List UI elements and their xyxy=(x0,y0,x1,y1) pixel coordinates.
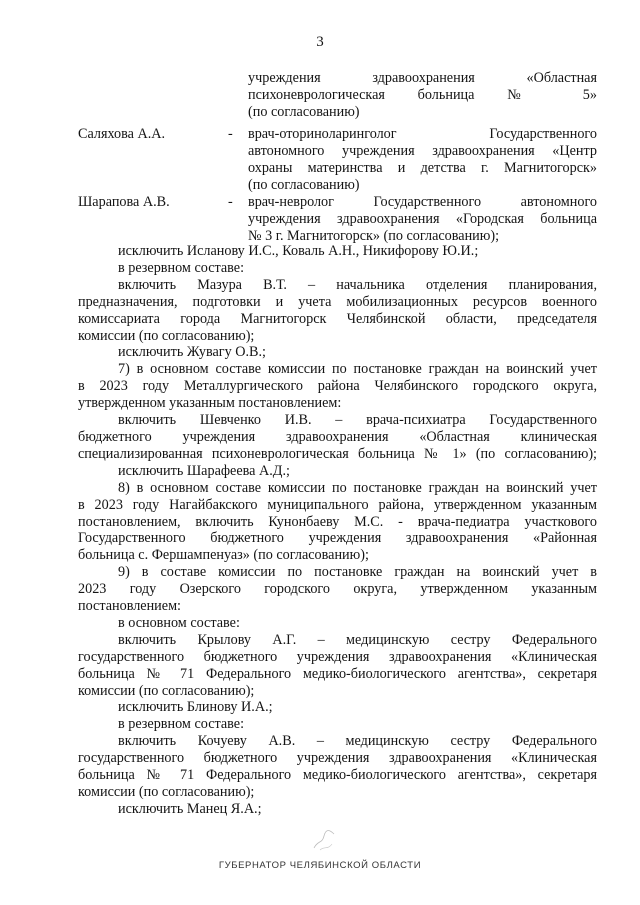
body-line: комиссии (по согласованию); xyxy=(78,784,255,800)
member-description-line: охраны материнства и детства г. Магнитогорск» xyxy=(248,159,597,176)
body-line: больница № 71 Федерального медико-биологического агентства», секретаря xyxy=(78,767,597,784)
body-line: в 2023 году Нагайбакского муниципального района, утвержденном указанным xyxy=(78,496,597,513)
body-line: комиссариата города Магнитогорск Челябинской области, председателя xyxy=(78,310,597,327)
body-line: исключить Жувагу О.В.; xyxy=(118,344,266,361)
body-line: постановлением, включить Кунонбаеву М.С. - врача-педиатра участкового xyxy=(78,513,597,530)
body-line: бюджетного учреждения здравоохранения «Областная клиническая xyxy=(78,428,597,445)
member-description-line: автономного учреждения здравоохранения «Центр xyxy=(248,142,597,159)
body-line: государственного бюджетного учреждения здравоохранения «Клиническая xyxy=(78,648,597,665)
member-description-line: учреждения здравоохранения «Областная xyxy=(248,70,597,86)
body-line: Государственного бюджетного учреждения здравоохранения «Районная xyxy=(78,530,597,547)
body-line: 7) в основном составе комиссии по постановке граждан на воинский учет xyxy=(118,361,597,378)
body-line: 9) в составе комиссии по постановке граждан на воинский учет в xyxy=(118,564,597,581)
member-description-line: врач-оториноларинголог Государственного xyxy=(248,126,597,142)
body-line: государственного бюджетного учреждения здравоохранения «Клиническая xyxy=(78,750,597,767)
body-line: в резервном составе: xyxy=(118,716,245,733)
member-description-line: врач-невролог Государственного автономного xyxy=(248,194,597,210)
body-line: исключить Исланову И.С., Коваль А.Н., Никифорову Ю.И.; xyxy=(118,243,479,259)
member-description xyxy=(248,70,597,121)
body-line: включить Кочуеву А.В. – медицинскую сестру Федерального xyxy=(118,733,597,750)
body-line: специализированная психоневрологическая больница № 1» (по согласованию); xyxy=(78,445,597,462)
footer-signature-title: ГУБЕРНАТОР ЧЕЛЯБИНСКОЙ ОБЛАСТИ xyxy=(218,860,422,871)
member-description-line: (по согласованию) xyxy=(248,176,360,193)
body-line: 2023 году Озерского городского округа, утвержденном указанным xyxy=(78,581,597,598)
member-dash: - xyxy=(228,194,233,210)
body-line: включить Мазура В.Т. – начальника отделения планирования, xyxy=(118,276,597,293)
member-description-line: (по согласованию) xyxy=(248,103,360,120)
body-line: комиссии (по согласованию); xyxy=(78,327,255,344)
member-name: Шарапова А.В. xyxy=(78,194,170,210)
body-line: комиссии (по согласованию); xyxy=(78,682,255,699)
body-line: исключить Манец Я.А.; xyxy=(118,800,262,817)
body-line: 8) в основном составе комиссии по постановке граждан на воинский учет xyxy=(118,479,597,496)
body-line: постановлением: xyxy=(78,598,181,615)
body-line: включить Шевченко И.В. – врача-психиатра Государственного xyxy=(118,412,597,429)
member-description-line: психоневрологическая больница № 5» xyxy=(248,86,597,103)
body-line: исключить Блинову И.А.; xyxy=(118,699,273,716)
member-dash: - xyxy=(228,126,233,142)
member-description-line: учреждения здравоохранения «Городская больница xyxy=(248,210,597,227)
body-line: больница с. Фершампенуаз» (по согласованию); xyxy=(78,547,369,564)
member-description-line: № 3 г. Магнитогорск» (по согласованию); xyxy=(248,227,500,244)
document-body xyxy=(78,243,597,818)
body-line: в 2023 году Металлургического района Челябинского городского округа, xyxy=(78,378,597,395)
body-line: включить Крылову А.Г. – медицинскую сестру Федерального xyxy=(118,631,597,648)
member-description xyxy=(248,194,597,245)
body-line: предназначения, подготовки и учета мобилизационных ресурсов военного xyxy=(78,293,597,310)
member-description xyxy=(248,126,597,194)
body-line: в резервном составе: xyxy=(118,259,245,276)
member-name: Саляхова А.А. xyxy=(78,126,166,142)
signature-mark xyxy=(304,820,344,860)
page-number: 3 xyxy=(316,34,324,50)
body-line: в основном составе: xyxy=(118,614,240,631)
body-line: больница № 71 Федерального медико-биологического агентства», секретаря xyxy=(78,665,597,682)
body-line: исключить Шарафеева А.Д.; xyxy=(118,462,290,479)
body-line: утвержденном указанным постановлением: xyxy=(78,395,342,412)
